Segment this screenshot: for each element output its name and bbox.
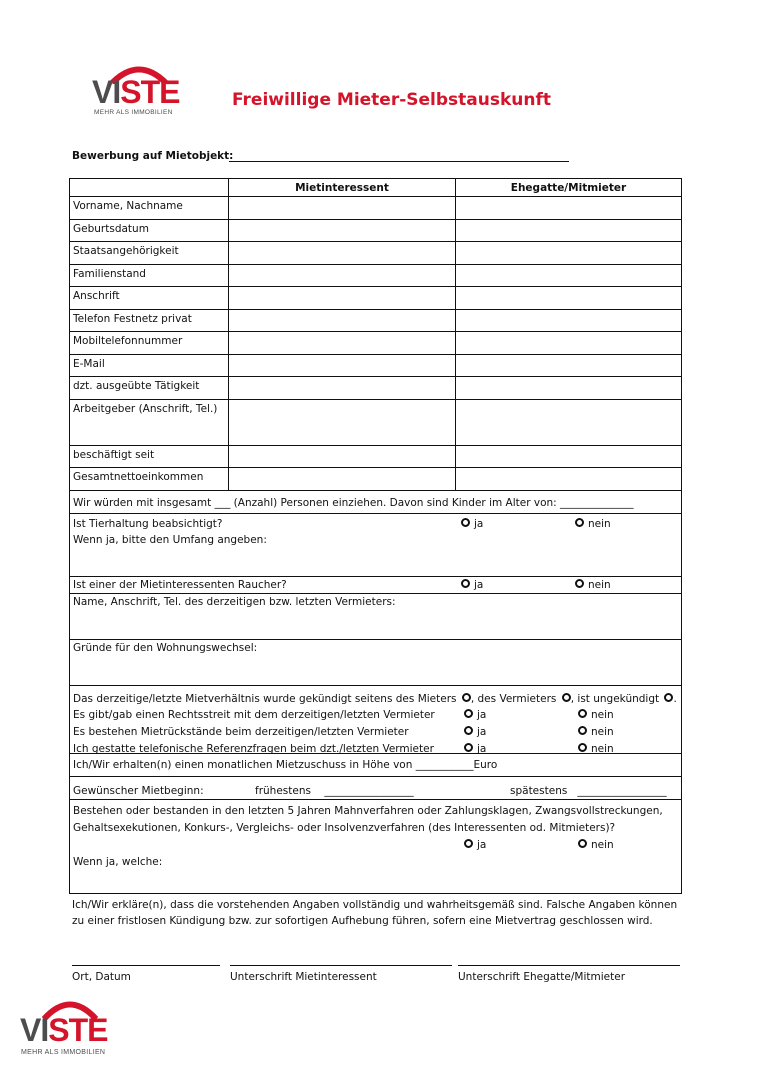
vermieter-row[interactable] bbox=[70, 593, 681, 639]
tier-ja-option[interactable] bbox=[461, 516, 483, 532]
row-label: Geburtsdatum bbox=[73, 222, 149, 235]
logo-text-vi: VI bbox=[92, 74, 121, 110]
kuendigung-line bbox=[73, 691, 678, 708]
header-mietinteressent: Mietinteressent bbox=[228, 179, 455, 197]
bewerbung-label: Bewerbung auf Mietobjekt: bbox=[72, 150, 234, 162]
gruende-question: Gründe für den Wohnungswechsel: bbox=[73, 641, 258, 654]
rechtsstreit-line bbox=[73, 707, 678, 724]
verfahren-block bbox=[70, 799, 681, 893]
fruehestens-field[interactable] bbox=[255, 785, 414, 797]
tier-question: Ist Tierhaltung beabsichtigt? bbox=[73, 517, 223, 530]
logo-text-vi: VI bbox=[20, 1012, 49, 1048]
row-label: Familienstand bbox=[73, 267, 146, 280]
radio-icon bbox=[578, 839, 587, 848]
cell-input[interactable] bbox=[455, 446, 681, 468]
fruehestens-label: frühestens bbox=[255, 784, 311, 797]
row-label: Staatsangehörigkeit bbox=[73, 245, 179, 257]
table-row bbox=[70, 354, 681, 377]
option-label: ja bbox=[477, 726, 487, 739]
row-label: beschäftigt seit bbox=[73, 448, 155, 461]
verfahren-line-1: Bestehen oder bestanden in den letzten 5 Jahren Mahnverfahren oder Zahlungsklagen, Zwangsvollstreckungen, bbox=[73, 804, 663, 817]
raucher-row bbox=[70, 576, 681, 593]
cell-input[interactable] bbox=[228, 242, 455, 264]
radio-icon bbox=[464, 709, 473, 718]
kuendigung-text-a: Das derzeitige/letzte Mietverhältnis wurde gekündigt seitens des Mieters bbox=[73, 692, 457, 705]
rueckstaende-ja-option[interactable] bbox=[464, 724, 486, 741]
signature-line-ort[interactable] bbox=[72, 965, 220, 966]
logo-tagline: MEHR ALS IMMOBILIEN bbox=[21, 1049, 106, 1056]
tier-nein-option[interactable] bbox=[575, 516, 611, 532]
referenz-question: Ich gestatte telefonische Referenzfragen beim dzt./letzten Vermieter bbox=[73, 742, 434, 755]
kuendigung-text-c: , ist ungekündigt bbox=[570, 692, 660, 705]
option-label: ja bbox=[477, 709, 487, 722]
radio-icon bbox=[578, 743, 587, 752]
radio-icon[interactable] bbox=[462, 693, 471, 702]
cell-input[interactable] bbox=[455, 355, 681, 377]
rueckstaende-nein-option[interactable] bbox=[578, 724, 614, 741]
verfahren-line-2: Gehaltsexekutionen, Konkurs-, Vergleichs- oder Insolvenzverfahren (des Interessenten od. Mitmieters)? bbox=[73, 821, 616, 834]
option-label: nein bbox=[588, 578, 611, 591]
row-label: dzt. ausgeübte Tätigkeit bbox=[73, 380, 200, 392]
fruehestens-blank: _________________ bbox=[324, 784, 414, 797]
cell-input[interactable] bbox=[228, 355, 455, 377]
radio-icon bbox=[578, 709, 587, 718]
rueckstaende-line bbox=[73, 724, 678, 741]
cell-input[interactable] bbox=[228, 310, 455, 332]
cell-input[interactable] bbox=[455, 220, 681, 242]
table-row bbox=[70, 241, 681, 264]
gruende-row[interactable] bbox=[70, 639, 681, 685]
personen-row[interactable] bbox=[70, 490, 681, 513]
option-label: ja bbox=[474, 578, 484, 591]
spaetestens-blank: _________________ bbox=[577, 784, 667, 797]
cell-input[interactable] bbox=[455, 377, 681, 399]
verfahren-ja-option[interactable] bbox=[464, 837, 486, 854]
signature-line-mitmieter[interactable] bbox=[458, 965, 680, 966]
radio-icon bbox=[575, 579, 584, 588]
rechtsstreit-question: Es gibt/gab einen Rechtsstreit mit dem derzeitigen/letzten Vermieter bbox=[73, 709, 435, 722]
cell-input[interactable] bbox=[228, 400, 455, 445]
logo-tagline: MEHR ALS IMMOBILIEN bbox=[94, 109, 173, 116]
cell-input[interactable] bbox=[228, 377, 455, 399]
cell-input[interactable] bbox=[455, 265, 681, 287]
option-label: ja bbox=[477, 742, 487, 755]
zuschuss-text: Ich/Wir erhalten(n) einen monatlichen Mietzuschuss in Höhe von ___________Euro bbox=[73, 758, 498, 771]
signature-line-mieter[interactable] bbox=[230, 965, 452, 966]
table-row bbox=[70, 264, 681, 287]
zuschuss-row[interactable] bbox=[70, 753, 681, 776]
table-row bbox=[70, 445, 681, 468]
page-title: Freiwillige Mieter-Selbstauskunft bbox=[232, 90, 552, 110]
logo-text-ste: STE bbox=[48, 1012, 108, 1048]
cell-input[interactable] bbox=[455, 242, 681, 264]
cell-input[interactable] bbox=[228, 332, 455, 354]
cell-input[interactable] bbox=[455, 400, 681, 445]
radio-icon bbox=[464, 743, 473, 752]
cell-input[interactable] bbox=[455, 287, 681, 309]
radio-icon bbox=[575, 518, 584, 527]
table-row bbox=[70, 286, 681, 309]
option-label: nein bbox=[591, 838, 614, 851]
tier-row bbox=[70, 513, 681, 576]
header-mitmieter: Ehegatte/Mitmieter bbox=[455, 179, 681, 197]
row-label: E-Mail bbox=[73, 357, 105, 370]
row-label: Gesamtnettoeinkommen bbox=[73, 471, 204, 483]
row-label: Vorname, Nachname bbox=[73, 200, 183, 212]
table-header bbox=[70, 179, 681, 196]
table-row bbox=[70, 467, 681, 490]
form-table bbox=[69, 178, 682, 894]
table-row bbox=[70, 399, 681, 445]
header-empty bbox=[70, 179, 228, 197]
mietbeginn-row bbox=[70, 776, 681, 799]
table-row bbox=[70, 331, 681, 354]
table-row bbox=[70, 196, 681, 219]
row-label: Anschrift bbox=[73, 290, 120, 302]
raucher-ja-option[interactable] bbox=[461, 579, 483, 591]
option-label: nein bbox=[591, 709, 614, 722]
radio-icon bbox=[464, 726, 473, 735]
option-label: nein bbox=[591, 726, 614, 739]
logo-top bbox=[90, 62, 200, 120]
verfahren-options bbox=[73, 837, 678, 854]
cell-input[interactable] bbox=[228, 446, 455, 468]
row-label: Mobiltelefonnummer bbox=[73, 335, 183, 347]
radio-icon bbox=[578, 726, 587, 735]
option-label: ja bbox=[477, 838, 487, 851]
cell-input[interactable] bbox=[455, 310, 681, 332]
logo-bottom bbox=[18, 996, 118, 1062]
kuendigung-text-d: . bbox=[673, 692, 677, 705]
cell-input[interactable] bbox=[228, 265, 455, 287]
table-row bbox=[70, 219, 681, 242]
cell-input[interactable] bbox=[455, 468, 681, 490]
cell-input[interactable] bbox=[228, 220, 455, 242]
rechtsstreit-ja-option[interactable] bbox=[464, 707, 486, 724]
cell-input[interactable] bbox=[455, 197, 681, 219]
raucher-nein-option[interactable] bbox=[575, 579, 611, 591]
radio-icon bbox=[464, 839, 473, 848]
option-label: nein bbox=[588, 517, 611, 530]
spaetestens-field[interactable] bbox=[510, 785, 667, 797]
cell-input[interactable] bbox=[455, 332, 681, 354]
cell-input[interactable] bbox=[228, 468, 455, 490]
tier-sub: Wenn ja, bitte den Umfang angeben: bbox=[73, 533, 267, 546]
bewerbung-input-line[interactable] bbox=[229, 161, 569, 162]
table-row bbox=[70, 309, 681, 332]
kuendigung-text-b: , des Vermieters bbox=[470, 692, 557, 705]
option-label: nein bbox=[591, 742, 614, 755]
vermieter-question: Name, Anschrift, Tel. des derzeitigen bzw. letzten Vermieters: bbox=[73, 595, 396, 608]
cell-input[interactable] bbox=[228, 287, 455, 309]
table-row bbox=[70, 376, 681, 399]
radio-icon[interactable] bbox=[562, 693, 571, 702]
signature-label-mitmieter: Unterschrift Ehegatte/Mitmieter bbox=[458, 971, 626, 983]
verfahren-sub: Wenn ja, welche: bbox=[73, 855, 163, 868]
signature-label-ort: Ort, Datum bbox=[72, 971, 131, 983]
rechtsstreit-nein-option[interactable] bbox=[578, 707, 614, 724]
cell-input[interactable] bbox=[228, 197, 455, 219]
logo-text-ste: STE bbox=[120, 74, 180, 110]
mietbeginn-label: Gewünscher Mietbeginn: bbox=[73, 784, 204, 797]
mietverhaeltnis-block bbox=[70, 685, 681, 753]
personen-text: Wir würden mit insgesamt ___ (Anzahl) Personen einziehen. Davon sind Kinder im Alter von: ______________ bbox=[73, 496, 634, 509]
verfahren-nein-option[interactable] bbox=[578, 837, 614, 854]
rueckstaende-question: Es bestehen Mietrückstände beim derzeitigen/letzten Vermieter bbox=[73, 726, 409, 739]
spaetestens-label: spätestens bbox=[510, 784, 568, 797]
option-label: ja bbox=[474, 517, 484, 530]
raucher-question: Ist einer der Mietinteressenten Raucher? bbox=[73, 578, 287, 591]
signature-label-mieter: Unterschrift Mietinteressent bbox=[230, 971, 377, 983]
row-label: Telefon Festnetz privat bbox=[73, 312, 192, 325]
erklaerung-text: Ich/Wir erkläre(n), dass die vorstehenden Angaben vollständig und wahrheitsgemäß sind. Falsche Angaben können zu einer fristlosen Kündigung bzw. zur sofortigen Aufhebung führen, sofern eine Mietvertrag geschlossen wird. bbox=[72, 899, 678, 927]
radio-icon bbox=[461, 518, 470, 527]
row-label: Arbeitgeber (Anschrift, Tel.) bbox=[73, 402, 218, 415]
radio-icon bbox=[461, 579, 470, 588]
